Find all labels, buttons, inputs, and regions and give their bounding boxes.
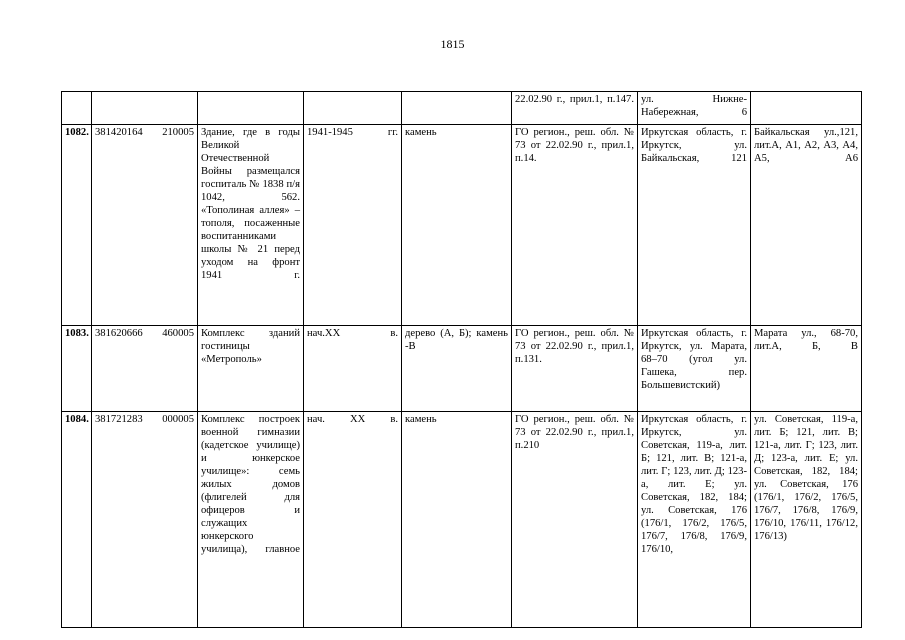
cell-address: ул. Нижне-Набережная, 6 <box>638 92 751 125</box>
cell-boundaries: Байкальская ул.,121, лит.А, А1, А2, А3, А4, А5, А6 <box>751 125 862 326</box>
cell-boundaries <box>751 92 862 125</box>
cell-number: 1082. <box>62 125 92 326</box>
cell-date: нач. XX в. <box>304 412 402 628</box>
cell-object-name <box>198 92 304 125</box>
cell-number: 1083. <box>62 326 92 412</box>
cell-registry-code <box>92 92 198 125</box>
page-number: 1815 <box>440 37 465 51</box>
cell-date: нач.XX в. <box>304 326 402 412</box>
cell-decision: 22.02.90 г., прил.1, п.147. <box>512 92 638 125</box>
table-row <box>62 125 862 326</box>
heritage-register-table <box>61 91 862 628</box>
cell-object-name: Комплекс построек военной гимназии (кадетское училище) и юнкерское училище»: семь жилых домов (флигелей для офицеров и служащих юнкерского училища), главное <box>198 412 304 628</box>
cell-material: камень <box>402 125 512 326</box>
table-row <box>62 92 862 125</box>
cell-object-name: Здание, где в годы Великой Отечественной Войны размещался госпиталь № 1838 п/я 1042, 562. «Тополиная аллея» – тополя, посаженные воспитанниками школы № 21 перед уходом на фронт 1941 г. <box>198 125 304 326</box>
cell-number: 1084. <box>62 412 92 628</box>
cell-decision: ГО регион., реш. обл. № 73 от 22.02.90 г., прил.1, п.210 <box>512 412 638 628</box>
cell-decision: ГО регион., реш. обл. № 73 от 22.02.90 г., прил.1, п.131. <box>512 326 638 412</box>
cell-registry-code: 381721283 000005 <box>92 412 198 628</box>
cell-registry-code: 381620666 460005 <box>92 326 198 412</box>
cell-address: Иркутская область, г. Иркутск, ул. Марата, 68–70 (угол ул. Гашека, пер. Большевистский) <box>638 326 751 412</box>
cell-material: камень <box>402 412 512 628</box>
cell-date <box>304 92 402 125</box>
cell-registry-code: 381420164 210005 <box>92 125 198 326</box>
cell-date: 1941-1945 гг. <box>304 125 402 326</box>
table-row <box>62 326 862 412</box>
cell-material <box>402 92 512 125</box>
cell-address: Иркутская область, г. Иркутск, ул. Байкальская, 121 <box>638 125 751 326</box>
cell-boundaries: ул. Советская, 119-а, лит. Б; 121, лит. В; 121-а, лит. Г; 123, лит. Д; 123-а, лит. Е; ул. Советская, 182, 184; ул. Советская, 176 (176/1, 176/2, 176/5, 176/7, 176/8, 176/9, 176/10, 176/11, 176/12, 176/13) <box>751 412 862 628</box>
cell-decision: ГО регион., реш. обл. № 73 от 22.02.90 г., прил.1, п.14. <box>512 125 638 326</box>
cell-object-name: Комплекс зданий гостиницы «Метрополь» <box>198 326 304 412</box>
cell-material: дерево (А, Б); камень -В <box>402 326 512 412</box>
cell-number <box>62 92 92 125</box>
cell-address: Иркутская область, г. Иркутск, ул. Советская, 119-а, лит. Б; 121, лит. В; 121-а, лит. Г; 123, лит. Д; 123-а, лит. Е; ул. Советская, 182, 184; ул. Советская, 176 (176/1, 176/2, 176/5, 176/7, 176/8, 176/9, 176/10, <box>638 412 751 628</box>
table-row <box>62 412 862 628</box>
cell-boundaries: Марата ул., 68-70, лит.А, Б, В <box>751 326 862 412</box>
